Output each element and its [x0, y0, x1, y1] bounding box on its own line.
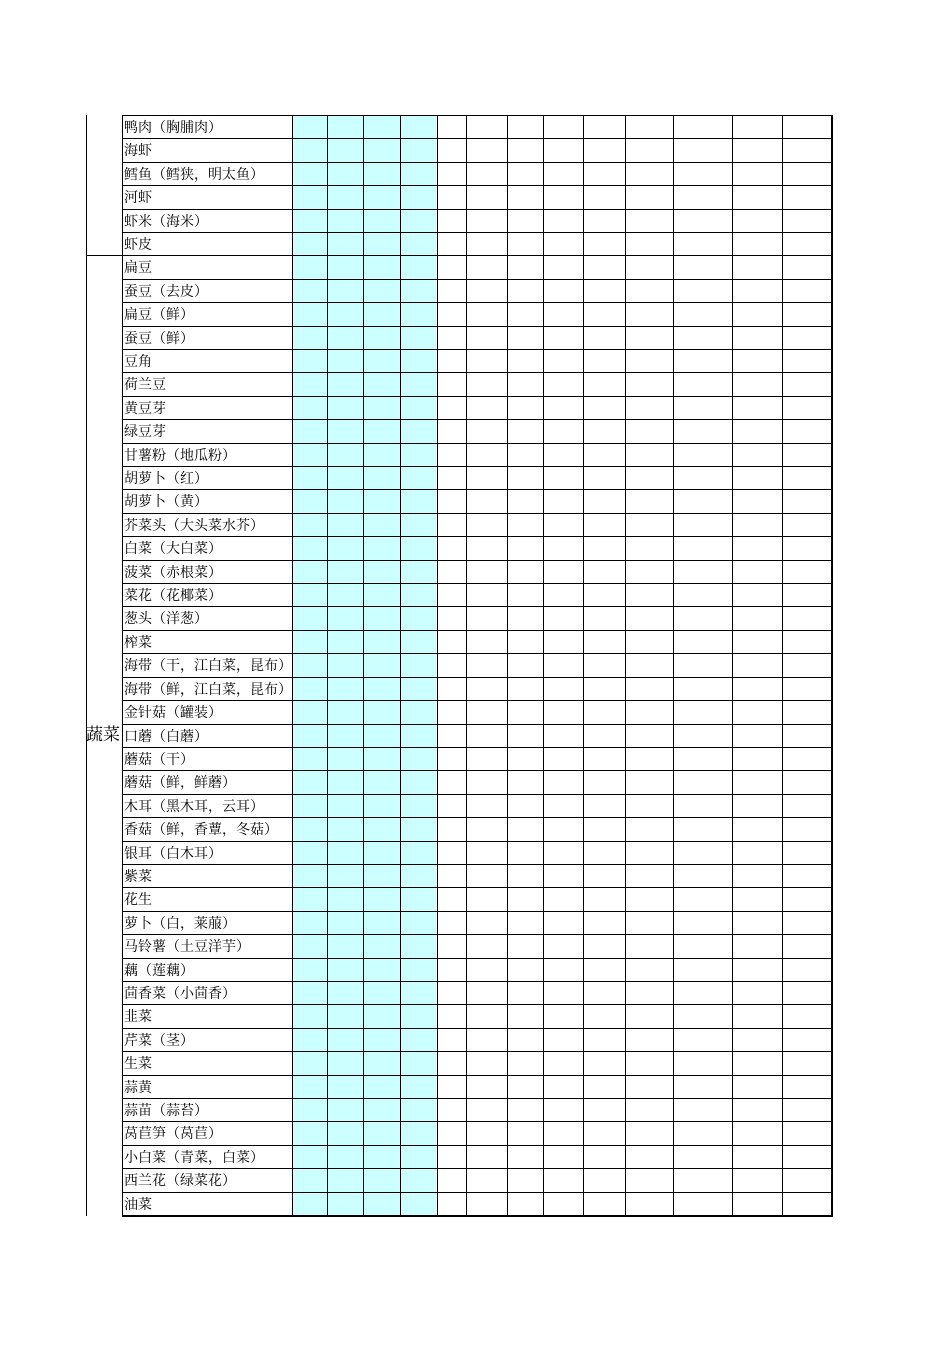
row-label: 香菇（鲜，香蕈，冬菇）	[124, 822, 278, 838]
row-line	[122, 396, 833, 397]
row-line	[122, 349, 833, 350]
row-line	[122, 1075, 833, 1076]
row-label: 油菜	[124, 1197, 152, 1213]
row-label: 扁豆	[124, 260, 152, 276]
section-bracket-line	[86, 115, 87, 1216]
row-line	[122, 700, 833, 701]
row-line	[122, 630, 833, 631]
row-label: 木耳（黑木耳，云耳）	[124, 799, 264, 815]
row-label: 蒜苗（蒜苔）	[124, 1103, 208, 1119]
row-line	[122, 326, 833, 327]
row-line	[122, 1004, 833, 1005]
row-line	[122, 372, 833, 373]
row-label: 河虾	[124, 190, 152, 206]
row-line	[122, 536, 833, 537]
row-line	[122, 489, 833, 490]
row-label: 黄豆芽	[124, 401, 166, 417]
table-bottom-line	[122, 1215, 833, 1217]
row-line	[122, 583, 833, 584]
row-label: 海带（干，江白菜，昆布）	[124, 658, 292, 674]
row-label: 胡萝卜（黄）	[124, 494, 208, 510]
row-line	[122, 958, 833, 959]
row-line	[122, 115, 833, 116]
row-line	[122, 185, 833, 186]
row-label: 银耳（白木耳）	[124, 846, 222, 862]
row-label: 白菜（大白菜）	[124, 541, 222, 557]
row-line	[122, 209, 833, 210]
row-label: 豆角	[124, 354, 152, 370]
row-label: 菠菜（赤根菜）	[124, 565, 222, 581]
row-line	[122, 1051, 833, 1052]
row-line	[122, 864, 833, 865]
row-line	[122, 560, 833, 561]
row-label: 绿豆芽	[124, 424, 166, 440]
row-line	[122, 887, 833, 888]
row-label: 芹菜（茎）	[124, 1033, 194, 1049]
row-line	[122, 138, 833, 139]
row-label: 鳕鱼（鳕狭，明太鱼）	[124, 167, 264, 183]
row-label: 金针菇（罐装）	[124, 705, 222, 721]
row-label: 马铃薯（土豆洋芋）	[124, 939, 250, 955]
row-line	[122, 724, 833, 725]
row-label: 扁豆（鲜）	[124, 307, 194, 323]
row-label: 虾皮	[124, 237, 152, 253]
row-line	[122, 466, 833, 467]
row-line	[122, 279, 833, 280]
row-label: 荷兰豆	[124, 377, 166, 393]
section-label: 蔬菜	[86, 725, 120, 746]
row-label: 芥菜头（大头菜水芥）	[124, 518, 264, 534]
row-label: 蒜黄	[124, 1080, 152, 1096]
row-label: 西兰花（绿菜花）	[124, 1173, 236, 1189]
row-label: 海虾	[124, 143, 152, 159]
row-label: 小白菜（青菜，白菜）	[124, 1150, 264, 1166]
row-label: 花生	[124, 892, 152, 908]
row-line	[122, 232, 833, 233]
row-label: 蘑菇（鲜，鲜蘑）	[124, 775, 236, 791]
row-label: 菜花（花椰菜）	[124, 588, 222, 604]
row-line	[122, 419, 833, 420]
row-label: 蚕豆（鲜）	[124, 331, 194, 347]
row-line	[122, 1121, 833, 1122]
row-label: 茴香菜（小茴香）	[124, 986, 236, 1002]
row-label: 紫菜	[124, 869, 152, 885]
row-label: 虾米（海米）	[124, 214, 208, 230]
row-line	[122, 841, 833, 842]
row-label: 榨菜	[124, 635, 152, 651]
row-label: 萝卜（白，莱菔）	[124, 916, 236, 932]
row-label: 蘑菇（干）	[124, 752, 194, 768]
row-label: 蚕豆（去皮）	[124, 284, 208, 300]
row-label: 海带（鲜，江白菜，昆布）	[124, 682, 292, 698]
row-label: 莴苣笋（莴苣）	[124, 1126, 222, 1142]
row-line	[122, 1028, 833, 1029]
row-line	[122, 1098, 833, 1099]
row-line	[122, 1192, 833, 1193]
row-label: 藕（莲藕）	[124, 963, 194, 979]
row-label: 口蘑（白蘑）	[124, 729, 208, 745]
row-label: 甘薯粉（地瓜粉）	[124, 448, 236, 464]
row-label: 葱头（洋葱）	[124, 611, 208, 627]
row-line	[122, 302, 833, 303]
row-line	[122, 747, 833, 748]
row-line	[122, 606, 833, 607]
row-label: 韭菜	[124, 1009, 152, 1025]
row-line	[86, 255, 833, 256]
row-label: 胡萝卜（红）	[124, 471, 208, 487]
row-label: 鸭肉（胸脯肉）	[124, 120, 222, 136]
row-label: 生菜	[124, 1056, 152, 1072]
